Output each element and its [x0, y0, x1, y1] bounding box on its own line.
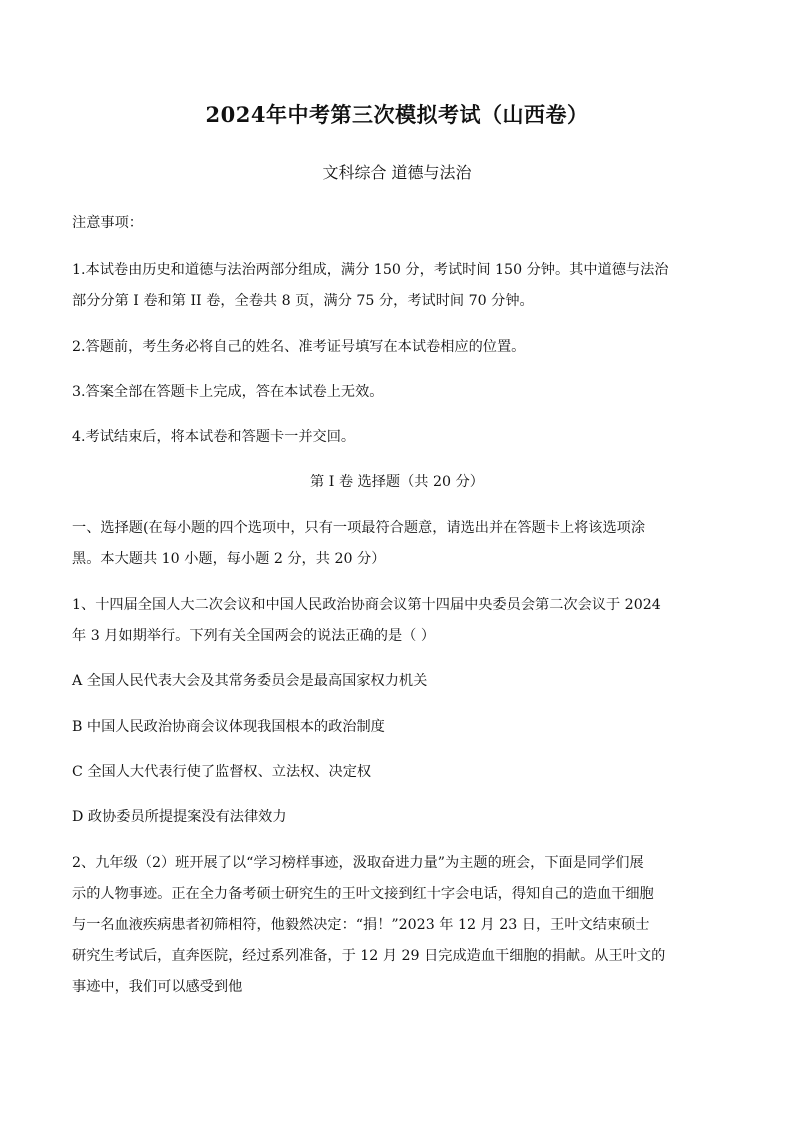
exam-title: 2024年中考第三次模拟考试（山西卷）	[205, 102, 589, 127]
part-instruction-line-1: 一、选择题(在每小题的四个选项中，只有一项最符合题意，请选出并在答题卡上将该选项涂	[72, 520, 646, 536]
note-2: 2.答题前，考生务必将自己的姓名、准考证号填写在本试卷相应的位置。	[72, 339, 526, 355]
note-4: 4.考试结束后，将本试卷和答题卡一并交回。	[72, 429, 356, 445]
note-1-line-2: 部分分第 I 卷和第 II 卷，全卷共 8 页，满分 75 分，考试时间 70 分钟。	[72, 293, 534, 309]
part-instruction-line-2: 黑。本大题共 10 小题，每小题 2 分，共 20 分）	[72, 551, 386, 567]
notes-heading: 注意事项：	[72, 215, 143, 231]
question-1-line-1: 1、十四届全国人大二次会议和中国人民政治协商会议第十四届中央委员会第二次会议于 2024	[72, 597, 661, 613]
question-2-line-1: 2、九年级（2）班开展了以“学习榜样事迹，汲取奋进力量”为主题的班会，下面是同学们展	[72, 855, 644, 871]
question-1-option-d: D 政协委员所提提案没有法律效力	[72, 809, 287, 825]
question-2-line-3: 与一名血液疾病患者初筛相符，他毅然决定：“捐！”2023 年 12 月 23 日，王叶文结束硕士	[72, 917, 650, 933]
question-1-line-2: 年 3 月如期举行。下列有关全国两会的说法正确的是（ ）	[72, 628, 436, 644]
note-3: 3.答案全部在答题卡上完成，答在本试卷上无效。	[72, 384, 384, 400]
question-1-option-b: B 中国人民政治协商会议体现我国根本的政治制度	[72, 719, 385, 735]
question-1-option-a: A 全国人民代表大会及其常务委员会是最高国家权力机关	[72, 673, 428, 689]
note-1-line-1: 1.本试卷由历史和道德与法治两部分组成，满分 150 分，考试时间 150 分钟。其中道德与法治	[72, 262, 669, 278]
section-title: 第 I 卷 选择题（共 20 分）	[310, 474, 484, 490]
question-1-option-c: C 全国人大代表行使了监督权、立法权、决定权	[72, 764, 372, 780]
question-2-line-5: 事迹中，我们可以感受到他	[72, 979, 243, 995]
question-2-line-2: 示的人物事迹。正在全力备考硕士研究生的王叶文接到红十字会电话，得知自己的造血干细胞	[72, 886, 654, 902]
exam-subtitle: 文科综合 道德与法治	[322, 163, 472, 182]
question-2-line-4: 研究生考试后，直奔医院，经过系列准备，于 12 月 29 日完成造血干细胞的捐献。从王叶文的	[72, 948, 666, 964]
